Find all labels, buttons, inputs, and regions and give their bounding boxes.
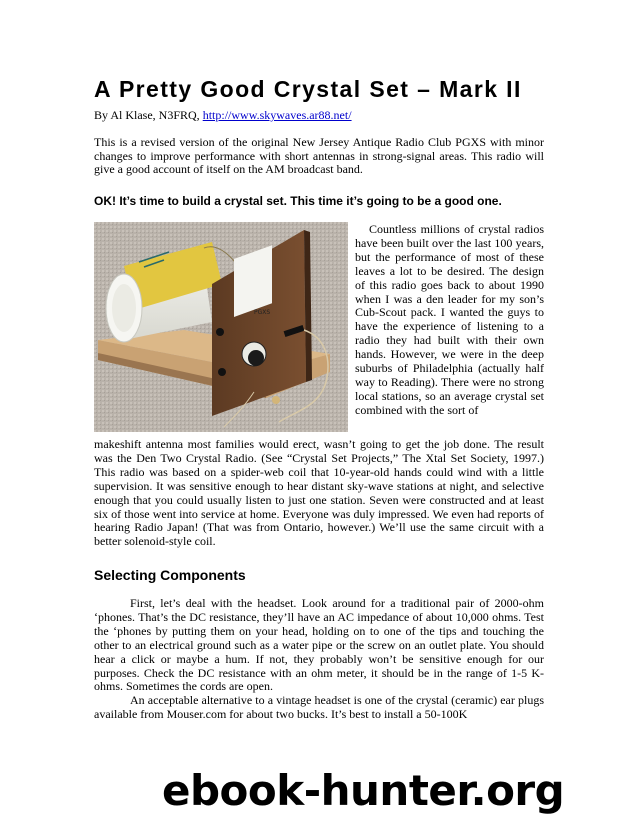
section-heading: Selecting Components bbox=[94, 567, 246, 583]
headset-paragraph: First, let’s deal with the headset. Look around for a traditional pair of 2000-ohm ‘phones. That’s the DC resistance, they’ll have an AC impedance of about 10,000 ohms. Test the ‘phones by putting them on your head, holding on to one of the tips and touching the other to an electrical ground such as a water pipe or the screw on an outlet plate. You should hear a click or maybe a hum. If not, they probably won’t be sensitive enough for our purposes. Check the DC resistance with an ohm meter, it should be in the range of 1-5 K-ohms. Sometimes the cords are open. bbox=[94, 596, 544, 694]
byline-author: By Al Klase, N3FRQ, bbox=[94, 108, 203, 122]
continued-paragraph: makeshift antenna most families would erect, wasn’t going to get the job done. The result was the Den Two Crystal Radio. (See “Crystal Set Projects,” The Xtal Set Society, 1997.) This radio was based on a spider-web coil that 10-year-old hands could wind with a little supervision. It was sensitive enough to hear distant sky-wave stations at night, and selective enough that you could usually listen to just one station. Seven were constructed and at least six of those went into service at home. Everyone was duly impressed. We even had reports of hearing Radio Japan! (That was from Ontario, however.) We’ll use the same circuit with a better solenoid-style coil. bbox=[94, 437, 544, 549]
side-paragraph: Countless millions of crystal radios have been built over the last 100 years, but the performance of most of these leaves a lot to be desired. The design of this radio goes back to about 1990 when I was a den leader for my son’s Cub-Scout pack. I wanted the guys to have the experience of listening to a radio they had built with their own hands. However, we were in the deep suburbs of Philadelphia (actually half way to Reading). There were no strong local stations, so an average crystal set combined with the sort of bbox=[355, 222, 544, 417]
byline bbox=[94, 108, 352, 123]
intro-column-text bbox=[355, 223, 544, 418]
ok-heading: OK! It’s time to build a crystal set. This time it’s going to be a good one. bbox=[94, 194, 502, 208]
document-title: A Pretty Good Crystal Set – Mark II bbox=[94, 76, 522, 102]
alternative-paragraph: An acceptable alternative to a vintage headset is one of the crystal (ceramic) ear plugs available from Mouser.com for about two bucks. It’s best to install a 50-100K bbox=[94, 693, 544, 722]
intro-paragraph: This is a revised version of the original New Jersey Antique Radio Club PGXS with minor changes to improve performance with short antennas in strong-signal areas. This radio will give a good account of itself on the AM broadcast band. bbox=[94, 135, 544, 176]
crystal-set-photo bbox=[94, 222, 348, 432]
panel-label: PGXS bbox=[254, 309, 271, 316]
section-body bbox=[94, 597, 544, 722]
watermark: ebook-hunter.org bbox=[162, 766, 565, 815]
author-website-link[interactable]: http://www.skywaves.ar88.net/ bbox=[202, 108, 352, 122]
